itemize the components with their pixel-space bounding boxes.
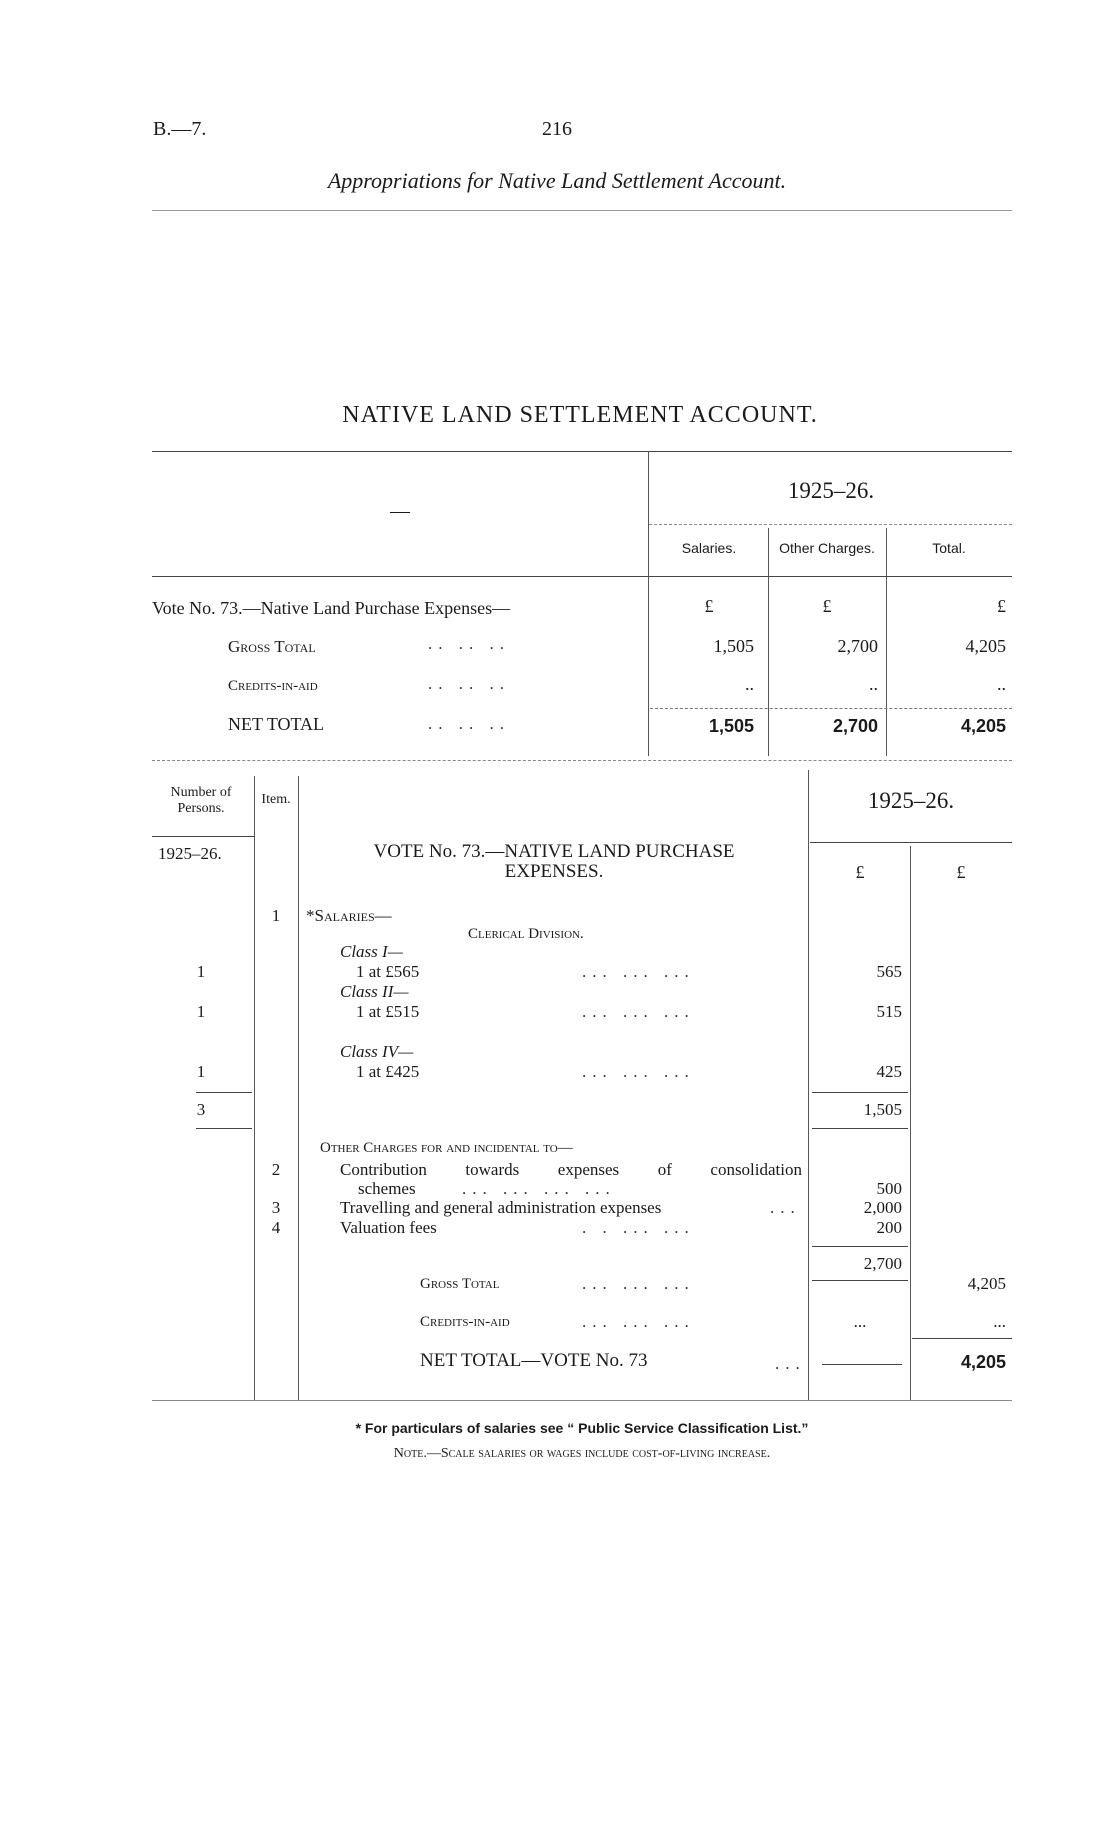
summary-cell-salaries: 1,505 [708, 716, 754, 736]
page-number: 216 [542, 118, 572, 140]
summary-cell-other: .. [869, 674, 878, 694]
leader-dots: ... ... ... ... [462, 1179, 616, 1198]
persons-count: 1 [196, 962, 206, 981]
salaries-total-rule [812, 1128, 908, 1129]
currency-symbol: £ [855, 862, 865, 882]
persons-count: 1 [196, 1002, 206, 1021]
salary-amount: 515 [876, 1002, 902, 1021]
net-rule [912, 1338, 1012, 1339]
other-charges-total: 2,700 [863, 1254, 902, 1273]
summary-cell-total: .. [997, 674, 1006, 694]
gross-total-label: Gross Total [420, 1276, 500, 1292]
vote-title-line2: EXPENSES. [504, 861, 604, 882]
item-number: 1 [271, 906, 281, 925]
detail-persons-header-rule [152, 836, 254, 837]
account-title: NATIVE LAND SETTLEMENT ACCOUNT. [342, 402, 818, 428]
leader-dots: ... ... ... [582, 1062, 695, 1081]
summary-cell-other: 2,700 [837, 636, 878, 656]
item-number: 4 [271, 1218, 281, 1237]
persons-total: 3 [196, 1100, 206, 1119]
summary-top-rule [152, 451, 1012, 452]
credits-total: ... [993, 1312, 1006, 1331]
summary-divider [648, 451, 649, 756]
salaries-subtotal-rule [812, 1092, 908, 1093]
summary-header-rule [152, 576, 1012, 577]
col-item-header: Item. [261, 792, 291, 807]
leader-dots: .. .. .. [428, 714, 510, 733]
detail-col-line-persons [254, 776, 255, 1401]
net-total-label: NET TOTAL—VOTE No. 73 [420, 1350, 648, 1371]
salary-amount: 565 [876, 962, 902, 981]
col-persons-header: Number of Persons. [170, 785, 232, 816]
summary-bottom-rule [152, 760, 1012, 761]
class-label: Class II— [340, 982, 409, 1001]
col-other-header: Other Charges. [779, 540, 875, 556]
other-charge-amount: 200 [876, 1218, 902, 1237]
document-reference: B.—7. [153, 118, 207, 140]
summary-stub-dash: — [390, 500, 410, 522]
leader-dots: ... [775, 1354, 806, 1373]
item-number: 3 [271, 1198, 281, 1217]
persons-year: 1925–26. [158, 844, 222, 863]
class-desc: 1 at £515 [356, 1002, 420, 1021]
summary-cell-total: 4,205 [965, 636, 1006, 656]
other-charge-amount: 500 [876, 1179, 902, 1198]
col-salaries-header: Salaries. [681, 540, 737, 556]
leader-dots: ... ... ... [582, 1312, 695, 1331]
footnote-salaries: * For particulars of salaries see “ Public Service Classification List.” [355, 1420, 809, 1436]
summary-cell-other: 2,700 [832, 716, 878, 736]
other-charge-desc: Contribution towards expenses of consolidation [340, 1160, 802, 1179]
salary-amount: 425 [876, 1062, 902, 1081]
leader-dots: ... ... ... [582, 1002, 695, 1021]
credits-label: Credits-in-aid [420, 1314, 510, 1330]
currency-symbol: £ [822, 596, 832, 616]
vote-title [300, 842, 808, 882]
net-dash [822, 1364, 902, 1365]
page-subtitle: Appropriations for Native Land Settlement Account. [327, 168, 787, 193]
leader-dots: .. .. .. [428, 674, 510, 693]
other-charges-heading: Other Charges for and incidental to— [320, 1140, 573, 1156]
leader-dots: .. .. .. [428, 634, 510, 653]
item-number: 2 [271, 1160, 281, 1179]
other-subtotal-rule [812, 1246, 908, 1247]
detail-col-line-item [298, 776, 299, 1401]
salaries-heading: *Salaries— [306, 906, 392, 925]
salaries-total: 1,505 [863, 1100, 902, 1119]
class-desc: 1 at £565 [356, 962, 420, 981]
header-rule [152, 210, 1012, 211]
summary-cell-salaries: .. [745, 674, 754, 694]
class-label: Class I— [340, 942, 403, 961]
summary-year: 1925–26. [787, 478, 875, 503]
persons-total-rule [196, 1128, 252, 1129]
summary-subtotal-rule [650, 708, 1012, 709]
summary-cell-total: 4,205 [960, 716, 1006, 736]
vote-title-line1: VOTE No. 73.—NATIVE LAND PURCHASE [373, 841, 735, 862]
persons-count: 1 [196, 1062, 206, 1081]
persons-subtotal-rule [196, 1092, 252, 1093]
other-total-rule [812, 1280, 908, 1281]
col-total-header: Total. [932, 540, 966, 556]
detail-col-line-amount [808, 770, 809, 1400]
leader-dots: ... ... ... [582, 1274, 695, 1293]
leader-dots: . . ... ... [582, 1218, 695, 1237]
net-total-amount: 4,205 [960, 1352, 1006, 1372]
credits-amount: ... [853, 1312, 867, 1331]
other-charge-desc-cont: schemes [358, 1179, 416, 1198]
detail-amount-header-rule [810, 842, 1012, 843]
footnote-note: Note.—Scale salaries or wages include cost-of-living increase. [393, 1446, 771, 1461]
summary-cell-salaries: 1,505 [713, 636, 754, 656]
gross-total-amount: 4,205 [967, 1274, 1006, 1293]
summary-row-label: Credits-in-aid [228, 678, 318, 694]
currency-symbol: £ [704, 596, 714, 616]
detail-year: 1925–26. [867, 788, 955, 813]
summary-row-label: Gross Total [228, 637, 316, 656]
class-label: Class IV— [340, 1042, 414, 1061]
other-charge-desc: Valuation fees [340, 1218, 437, 1237]
detail-bottom-rule [152, 1400, 1012, 1401]
summary-vote-label: Vote No. 73.—Native Land Purchase Expenses— [152, 598, 511, 618]
other-charge-amount: 2,000 [863, 1198, 902, 1217]
other-charge-desc: Travelling and general administration expenses [340, 1198, 662, 1217]
leader-dots: ... [770, 1198, 801, 1217]
summary-year-rule [649, 524, 1012, 525]
currency-symbol: £ [956, 862, 966, 882]
summary-row-label: NET TOTAL [228, 714, 325, 734]
class-desc: 1 at £425 [356, 1062, 420, 1081]
currency-symbol: £ [997, 596, 1006, 616]
leader-dots: ... ... ... [582, 962, 695, 981]
division-heading: Clerical Division. [468, 926, 584, 942]
